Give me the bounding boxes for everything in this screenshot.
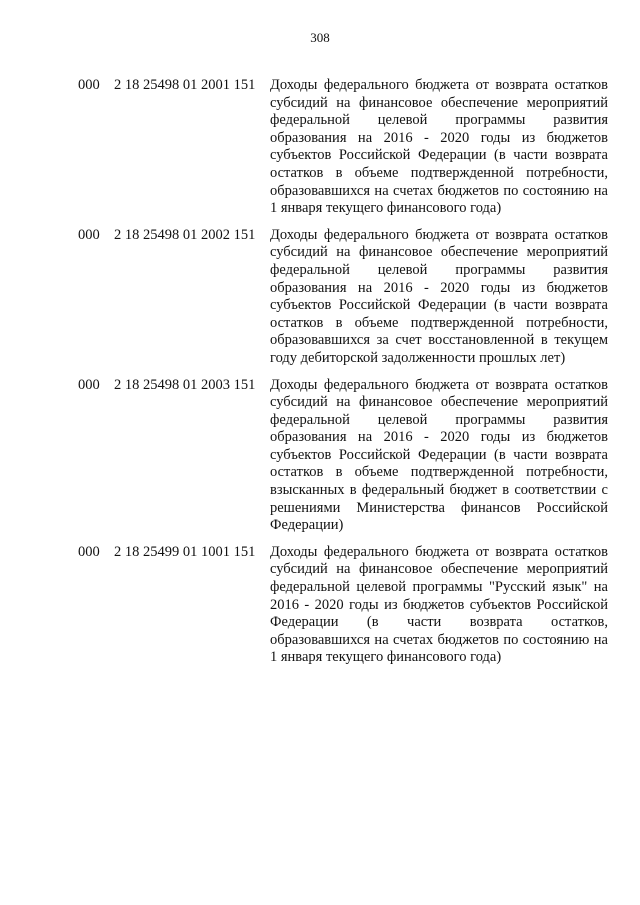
budget-code-entry xyxy=(78,544,608,667)
budget-code-list xyxy=(78,77,608,676)
budget-code-entry xyxy=(78,377,608,535)
income-description: Доходы федерального бюджета от возврата остатков субсидий на финансовое обеспечение мероприятий федеральной целевой программы "Русский язык" на 2016 - 2020 годы из бюджетов субъектов Российской Федерации (в части возврата остатков, образовавшихся на счетах бюджетов по состоянию на 1 января текущего финансового года) xyxy=(270,543,608,666)
administrator-code: 000 xyxy=(78,376,100,393)
page-number: 308 xyxy=(310,30,330,45)
administrator-code: 000 xyxy=(78,77,100,93)
budget-classification-code: 2 18 25499 01 1001 151 xyxy=(114,543,256,560)
budget-classification-code: 2 18 25498 01 2001 151 xyxy=(114,77,256,93)
administrator-code: 000 xyxy=(78,226,100,243)
administrator-code: 000 xyxy=(78,543,100,560)
budget-classification-code: 2 18 25498 01 2002 151 xyxy=(114,226,256,243)
budget-classification-code: 2 18 25498 01 2003 151 xyxy=(114,376,256,393)
budget-code-entry xyxy=(78,77,608,218)
income-description: Доходы федерального бюджета от возврата остатков субсидий на финансовое обеспечение мероприятий федеральной целевой программы развития образования на 2016 - 2020 годы из бюджетов субъектов Российской Федерации (в части возврата остатков в объеме подтвержденной потребности, образовавшихся на счетах бюджетов по состоянию на 1 января текущего финансового года) xyxy=(270,77,608,217)
budget-code-entry xyxy=(78,227,608,368)
income-description: Доходы федерального бюджета от возврата остатков субсидий на финансовое обеспечение мероприятий федеральной целевой программы развития образования на 2016 - 2020 годы из бюджетов субъектов Российской Федерации (в части возврата остатков в объеме подтвержденной потребности, образовавшихся за счет восстановленной в текущем году дебиторской задолженности прошлых лет) xyxy=(270,226,608,366)
income-description: Доходы федерального бюджета от возврата остатков субсидий на финансовое обеспечение мероприятий федеральной целевой программы развития образования на 2016 - 2020 годы из бюджетов субъектов Российской Федерации (в части возврата остатков в объеме подтвержденной потребности, взысканных в федеральный бюджет в соответствии с решениями Министерства финансов Российской Федерации) xyxy=(270,376,608,534)
